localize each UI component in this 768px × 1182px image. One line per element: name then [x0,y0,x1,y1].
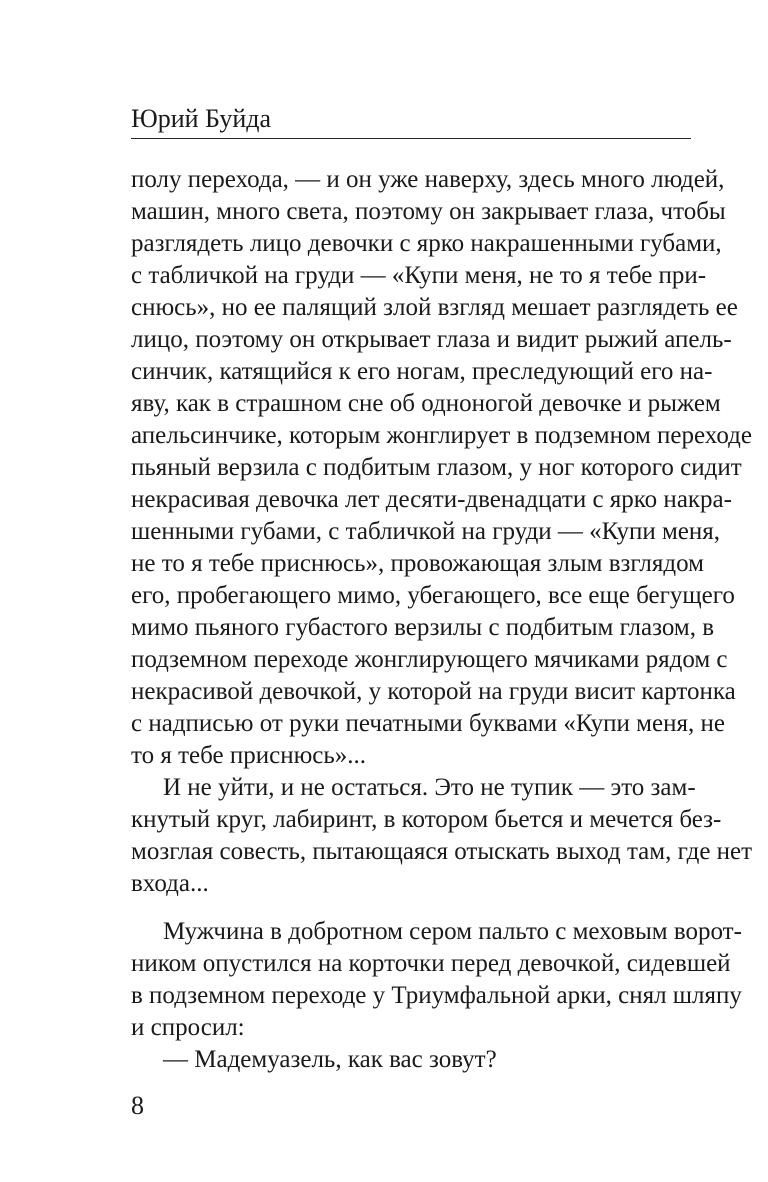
header-divider [131,138,691,139]
text-line: подземном переходе жонглирующего мячиками рядом с [131,646,728,673]
page-number: 8 [131,1091,144,1120]
text-line: снюсь», но ее палящий злой взгляд мешает разглядеть ее [131,294,738,321]
text-line: не то я тебе приснюсь», провожающая злым взглядом [131,550,704,577]
text-line: — Мадемуазель, как вас зовут? [163,1046,497,1073]
text-line: мозглая совесть, пытающаяся отыскать выход там, где нет [131,838,753,865]
text-line: машин, много света, поэтому он закрывает глаза, чтобы [131,198,726,225]
text-line: ником опустился на корточки перед девочкой, сидевшей [131,950,731,977]
text-line: разглядеть лицо девочки с ярко накрашенными губами, [131,230,722,257]
text-line: И не уйти, и не остаться. Это не тупик — это зам- [163,774,696,801]
text-line: апельсинчике, которым жонглирует в подземном переходе [131,422,752,449]
text-line: некрасивой девочкой, у которой на груди висит картонка [131,678,736,705]
text-line: синчик, катящийся к его ногам, преследующий его на- [131,358,713,385]
text-line: с табличкой на груди — «Купи меня, не то я тебе при- [131,262,707,289]
text-line: яву, как в страшном сне об одноногой девочке и рыжем [131,390,721,417]
text-line: мимо пьяного губастого верзилы с подбитым глазом, в [131,614,715,641]
text-line: с надписью от руки печатными буквами «Купи меня, не [131,710,725,737]
text-line: в подземном переходе у Триумфальной арки, снял шляпу [131,982,742,1009]
text-line: Мужчина в добротном сером пальто с меховым ворот- [163,918,742,945]
text-line: входа... [131,870,209,897]
text-line: лицо, поэтому он открывает глаза и видит рыжий апель- [131,326,732,353]
text-line: кнутый круг, лабиринт, в котором бьется и мечется без- [131,806,722,833]
text-line: то я тебе приснюсь»... [131,742,367,769]
text-line: шенными губами, с табличкой на груди — «Купи меня, [131,518,721,545]
text-line: его, пробегающего мимо, убегающего, все еще бегущего [131,582,735,609]
text-line: полу перехода, — и он уже наверху, здесь много людей, [131,166,725,193]
text-line: и спросил: [131,1014,245,1041]
running-header-author: Юрий Буйда [131,104,272,133]
text-line: пьяный верзила с подбитым глазом, у ног которого сидит [131,454,742,481]
text-line: некрасивая девочка лет десяти-двенадцати с ярко накра- [131,486,732,513]
